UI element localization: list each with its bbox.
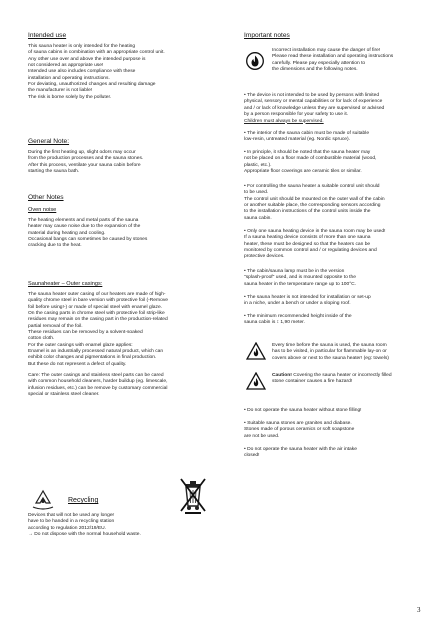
- caution-warning-icon: [246, 372, 266, 395]
- outer-casings-heading: Saunaheater – Outer casings:: [28, 281, 103, 287]
- general-note-heading: General Note:: [28, 138, 70, 145]
- page-number: 3: [417, 606, 421, 614]
- intended-use-heading: Intended use: [28, 32, 67, 39]
- note-supervision: • The device is not intended to be used by persons with limited physical, sensory or mental capabilities or for lack of experience and / or lack of knowledge unless they are supervised or advised by a person responsible for your safety to use it.: [244, 93, 385, 118]
- general-note-text: During the first heating up, slight odors may occur from the production processes and the sauna stones. After this process, ventilate your sauna cabin before starting the sauna bath.: [28, 150, 144, 175]
- note-cabin-interior: • The interior of the sauna cabin must be made of suitable low-resin, untreated material (eg. Nordic spruce).: [244, 131, 370, 143]
- note-min-height: • The minimum recommended height inside of the sauna cabin is ↕ 1,90 meter.: [244, 314, 352, 326]
- note-sauna-stones: • Suitable sauna stones are granites and diabase. Stones made of porous ceramics or soft soapstone are not be used.: [244, 421, 355, 439]
- note-air-intake: • Do not operate the sauna heater with the air intake closed!: [244, 447, 357, 459]
- note-niche: • The sauna heater is not intended for installation or set-up in a niche, under a bench or under a sloping roof.: [244, 295, 371, 307]
- recycling-heading: Recycling: [68, 497, 99, 504]
- note-control-unit: • For controlling the sauna heater a suitable control unit should to be used. The control unit should be mounted on the outer wall of the cabin or another suitable place, the corresponding sensors according to the installation instructions of the control units inside the sauna cabin.: [244, 184, 385, 221]
- installation-warning-text: Incorrect installation may cause the danger of fire! Please read these installation and operating instructions carefully. Please pay especially attention to the dimensions and the following notes.: [272, 48, 394, 73]
- note-one-heater: • Only one sauna heating device in the sauna room may be used! If a sauna heating device consists of more than one sauna heater, these must be designed so that the heaters can be monitored by common control and / or regulating devices and protective devices.: [244, 229, 386, 260]
- recycling-text: Devices that will not be used any longer have to be handed in a recycling station according to regulation 2012/19/EU. → Do not dispose with the normal household waste.: [28, 513, 141, 538]
- intended-use-text: This sauna heater is only intended for the heating of sauna cabins in combination with an appropriate control unit. Any other use over and above the intended purpose is not considered as appropriate use! Intended use also includes compliance with these installation and operating instructions. For deviating, unauthorized changes and resulting damage the manufacturer is not liable! The risk is borne solely by the polluter.: [28, 44, 165, 100]
- note-stone-filling: • Do not operate the sauna heater without stone filling!: [244, 408, 362, 413]
- caution-label: Caution!: [272, 373, 292, 378]
- note-lamp: • The cabin/sauna lamp must be in the version "splash-proof" used, and is mounted opposite to the sauna heater in the temperature range up to 100°C.: [244, 269, 357, 287]
- fire-hazard-icon: [246, 342, 266, 365]
- note-floor: • In principle, it should be noted that the sauna heater may not be placed on a floor made of combustible material (wood, plastic, etc.). Appropriate floor coverings are ceramic tiles or similar.: [244, 150, 377, 175]
- note-children-supervised: Children must always be supervised.: [244, 118, 324, 124]
- oven-noise-text: The heating elements and metal parts of the sauna heater may cause noise due to the expansion of the material during heating and cooling. Occasional bangs can sometimes be caused by stones cracking due to the heat.: [28, 218, 148, 249]
- recycling-icon: [30, 489, 56, 516]
- other-notes-heading: Other Notes: [28, 194, 64, 201]
- crossed-out-bin-icon: [178, 476, 208, 519]
- fire-warning-icon: [246, 52, 264, 75]
- visit-room-warning: Every time before the sauna is used, the sauna room has to be visited, in particular for flammable lay-on or covers above or next to the sauna heater! (eg: towels): [272, 343, 389, 361]
- important-notes-heading: Important notes: [244, 32, 290, 39]
- care-text: Care: The outer casings and stainless steel parts can be cared with common household cleaners, harder buildup (eg. limescale, infusion residues, etc.) can be remove by customary commercial special or stainless steel cleaner.: [28, 373, 168, 398]
- outer-casings-text: The sauna heater outer casing of our heaters are made of high- quality chrome steel in bare version with protective foil (-Remove foil before using!-) or made of special steel with enamel glaze. On the casing parts in chrome steel with protective foil strip-like residues may remain on the casing part in the production-related partial removal of the foil. These residues can be removed by a solvent-soaked cotton cloth. For the outer casings with enamel glaze applies: Enamel is an industrially processed natural product, which can exhibit color changes and pigmentations in final production. But these do not represent a defect of quality.: [28, 292, 168, 367]
- caution-body: Covering the sauna heater or incorrectly filled stone container causes a fire hazard!: [272, 373, 392, 385]
- caution-text: [272, 373, 428, 386]
- oven-noise-heading: Oven noise: [28, 207, 57, 213]
